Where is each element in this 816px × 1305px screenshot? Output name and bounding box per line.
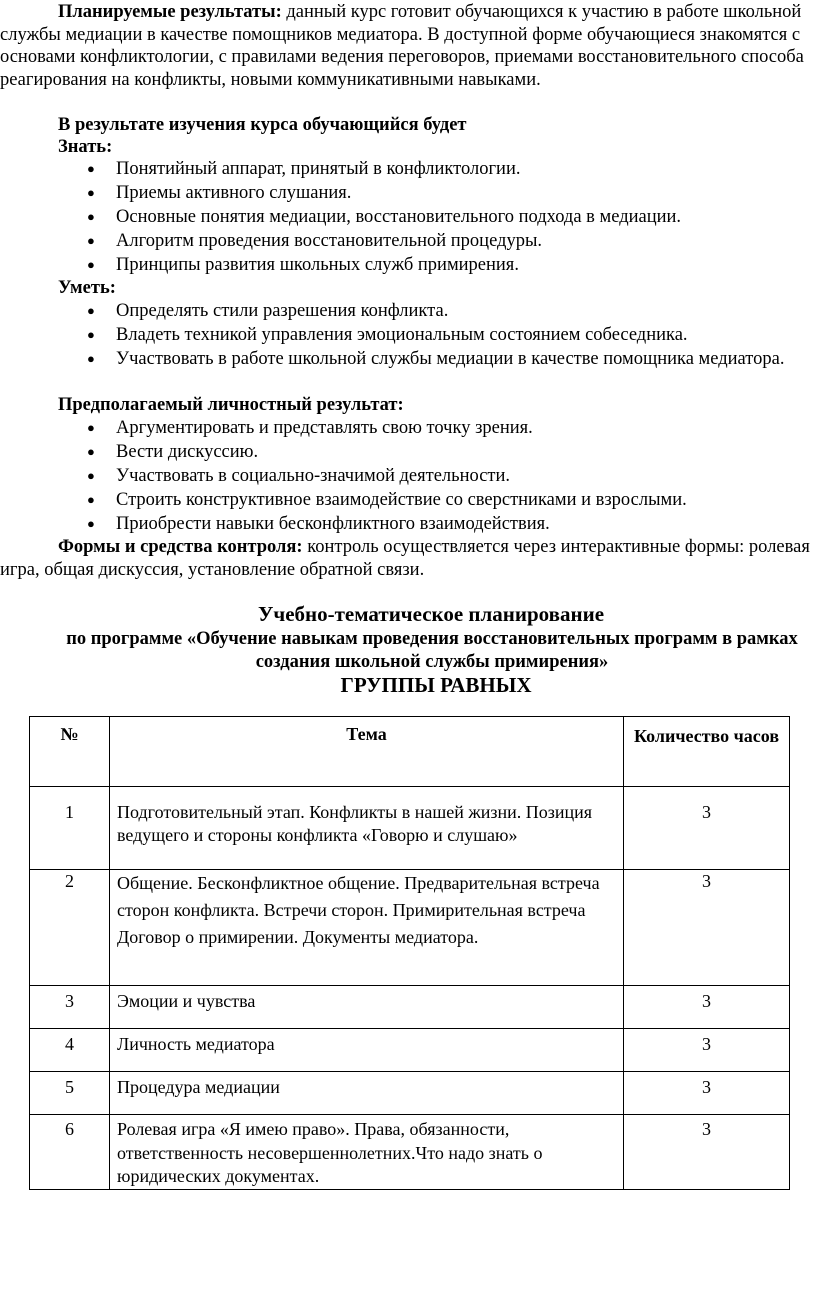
intro-text: данный курс готовит обучающихся к участию в работе школьной службы медиации в качестве помощников медиатора. В доступной форме обучающиеся знакомятся с основами конфликтологии, с правилами ведения переговоров, приемами восстановительного способа реагирования на конфликты, новыми коммуникативными навыками.	[0, 2, 804, 90]
list-item: ● Участвовать в работе школьной службы медиации в качестве помощника медиатора.	[87, 349, 785, 369]
table-row: 1 Подготовительный этап. Конфликты в нашей жизни. Позиция ведущего и стороны конфликта «Говорю и слушаю» 3	[30, 801, 790, 870]
bullet-icon: ●	[87, 233, 95, 248]
list-item: ● Понятийный аппарат, принятый в конфликтологии.	[87, 159, 521, 179]
list-item: ● Строить конструктивное взаимодействие со сверстниками и взрослыми.	[87, 490, 687, 510]
header-topic: Тема	[110, 717, 624, 787]
plan-subtitle: по программе «Обучение навыкам проведения восстановительных программ в рамках создания школьной службы примирения»	[66, 629, 798, 672]
list-item: ● Приобрести навыки бесконфликтного взаимодействия.	[87, 514, 550, 534]
list-item: ● Аргументировать и представлять свою точку зрения.	[87, 418, 533, 438]
plan-table	[29, 716, 790, 1190]
list-item: ● Алгоритм проведения восстановительной процедуры.	[87, 231, 543, 251]
result-heading: В результате изучения курса обучающийся будет	[58, 115, 467, 135]
control-text: контроль осуществляется через интерактивные формы: ролевая игра, общая дискуссия, установление обратной связи.	[0, 537, 810, 580]
bullet-icon: ●	[87, 161, 95, 176]
bullet-icon: ●	[87, 468, 95, 483]
know-heading: Знать:	[58, 137, 113, 157]
list-item: ● Определять стили разрешения конфликта.	[87, 301, 449, 321]
table-row: 3 Эмоции и чувства 3	[30, 986, 790, 1029]
bullet-icon: ●	[87, 209, 95, 224]
plan-title: Учебно-тематическое планирование	[257, 602, 605, 626]
bullet-icon: ●	[87, 351, 95, 366]
bullet-icon: ●	[87, 327, 95, 342]
bullet-icon: ●	[87, 492, 95, 507]
intro-label: Планируемые результаты:	[58, 2, 282, 22]
able-heading: Уметь:	[58, 278, 116, 298]
table-row: 4 Личность медиатора 3	[30, 1029, 790, 1072]
list-item: ● Вести дискуссию.	[87, 442, 259, 462]
bullet-icon: ●	[87, 420, 95, 435]
control-label: Формы и средства контроля:	[58, 537, 303, 557]
bullet-icon: ●	[87, 257, 95, 272]
table-row: 5 Процедура медиации 3	[30, 1072, 790, 1115]
header-hours: Количество часов	[624, 717, 790, 787]
bullet-icon: ●	[87, 444, 95, 459]
list-item: ● Принципы развития школьных служб примирения.	[87, 255, 519, 275]
list-item: ● Основные понятия медиации, восстановительного подхода в медиации.	[87, 207, 682, 227]
control-paragraph	[0, 536, 812, 581]
bullet-icon: ●	[87, 303, 95, 318]
plan-group: ГРУППЫ РАВНЫХ	[340, 673, 532, 697]
table-row: 2 Общение. Бесконфликтное общение. Предварительная встреча сторон конфликта. Встречи сторон. Примирительная встреча Договор о примирении. Документы медиатора. 3	[30, 870, 790, 986]
list-item: ● Участвовать в социально-значимой деятельности.	[87, 466, 511, 486]
header-number: №	[30, 717, 110, 787]
personal-heading: Предполагаемый личностный результат:	[58, 395, 404, 415]
table-header-row	[30, 717, 790, 787]
list-item: ● Приемы активного слушания.	[87, 183, 352, 203]
list-item: ● Владеть техникой управления эмоциональным состоянием собеседника.	[87, 325, 688, 345]
bullet-icon: ●	[87, 516, 95, 531]
table-row: 6 Ролевая игра «Я имею право». Права, обязанности, ответственность несовершеннолетних.Что надо знать о юридических документах. 3	[30, 1115, 790, 1190]
spacer-row	[30, 787, 790, 801]
bullet-icon: ●	[87, 185, 95, 200]
intro-paragraph	[0, 1, 812, 91]
